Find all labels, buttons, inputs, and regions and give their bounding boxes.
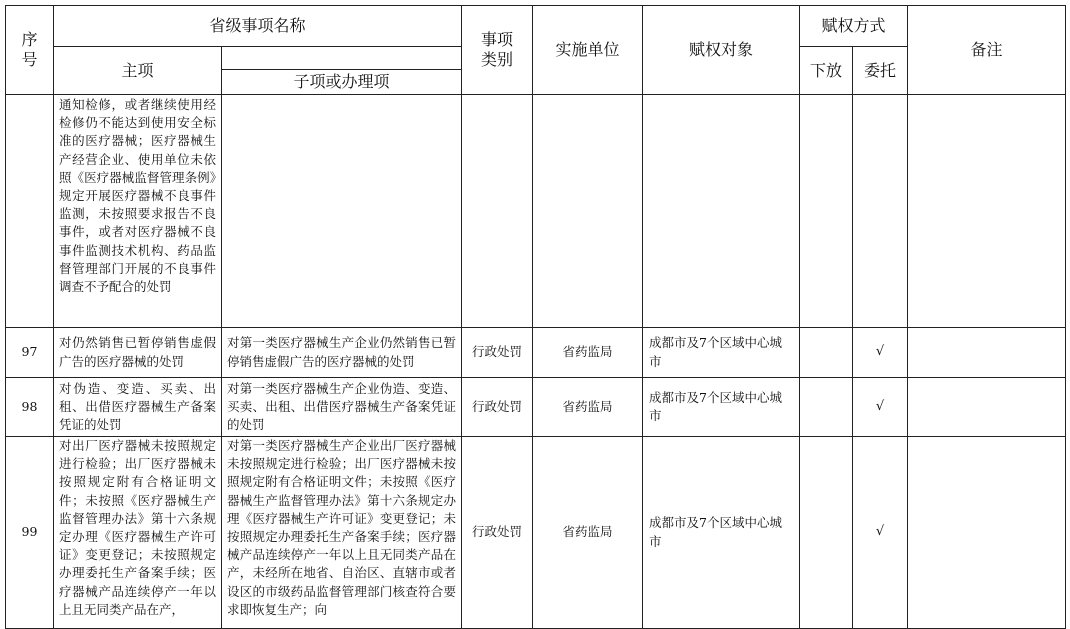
cont-main-cell [54, 95, 222, 328]
header-unit: 实施单位 [533, 6, 643, 95]
cont-devolve [800, 95, 853, 328]
row-unit: 省药监局 [533, 378, 643, 437]
row-sub: 对第一类医疗器械生产企业仍然销售已暂停销售虚假广告的医疗器械的处罚 [227, 335, 457, 369]
row-target: 成都市及7个区域中心城市 [649, 335, 782, 369]
cont-entrust [853, 95, 908, 328]
cont-category [462, 95, 533, 328]
cont-unit [533, 95, 643, 328]
row-remark [908, 378, 1066, 437]
row-seq: 97 [6, 328, 54, 378]
header-remark: 备注 [908, 6, 1066, 95]
row-category: 行政处罚 [462, 328, 533, 378]
header-target: 赋权对象 [643, 6, 800, 95]
table-row [6, 328, 1066, 378]
header-devolve: 下放 [800, 47, 853, 95]
header-seq: 序号 [6, 6, 54, 95]
row-target: 成都市及7个区域中心城市 [649, 389, 782, 423]
table-row-continuation [6, 95, 1066, 328]
row-devolve [800, 437, 853, 629]
row-target: 成都市及7个区域中心城市 [649, 515, 782, 549]
row-main: 对出厂医疗器械未按照规定进行检验；出厂医疗器械未按照规定附有合格证明文件；未按照《医疗器械生产监督管理办法》第十六条规定办理《医疗器械生产许可证》变更登记；未按照规定办理委托生产备案手续；医疗器械产品连续停产一年以上且无同类产品在产， [59, 438, 216, 617]
row-remark [908, 437, 1066, 629]
row-devolve [800, 378, 853, 437]
cont-seq [6, 95, 54, 328]
cont-remark [908, 95, 1066, 328]
row-category: 行政处罚 [462, 378, 533, 437]
row-devolve [800, 328, 853, 378]
row-sub: 对第一类医疗器械生产企业出厂医疗器械未按照规定进行检验；出厂医疗器械未按照规定附有合格证明文件；未按照《医疗器械生产监督管理办法》第十六条规定办理《医疗器械生产许可证》变更登记；未按照规定办理委托生产备案手续；医疗器械产品连续停产一年以上且无同类产品在产，未经所在地省、自治区、直辖市或者设区的市级药品监督管理部门核查符合要求即恢复生产；向 [227, 438, 457, 617]
row-entrust: √ [853, 328, 908, 378]
table-row [6, 437, 1066, 629]
row-seq: 98 [6, 378, 54, 437]
table-row [6, 378, 1066, 437]
header-method-group: 赋权方式 [800, 6, 908, 47]
header-name-group: 省级事项名称 [54, 6, 462, 47]
row-unit: 省药监局 [533, 328, 643, 378]
header-category: 事项类别 [462, 6, 533, 95]
row-main: 对伪造、变造、买卖、出租、出借医疗器械生产备案凭证的处罚 [59, 380, 216, 433]
cont-main-text: 通知检修，或者继续使用经检修仍不能达到使用安全标准的医疗器械；医疗器械生产经营企业、使用单位未依照《医疗器械监督管理条例》规定开展医疗器械不良事件监测，未按照要求报告不良事件，或者对医疗器械不良事件监测技术机构、药品监督管理部门开展的不良事件调查不予配合的处罚 [59, 97, 216, 295]
row-entrust: √ [853, 437, 908, 629]
row-sub: 对第一类医疗器械生产企业伪造、变造、买卖、出租、出借医疗器械生产备案凭证的处罚 [227, 380, 457, 433]
row-seq: 99 [6, 437, 54, 629]
row-remark [908, 328, 1066, 378]
row-main: 对仍然销售已暂停销售虚假广告的医疗器械的处罚 [59, 335, 216, 369]
row-entrust: √ [853, 378, 908, 437]
cont-target [643, 95, 800, 328]
header-sub-spacer [222, 47, 462, 70]
devolution-table [5, 5, 1066, 629]
cont-sub [222, 95, 462, 328]
header-main-item: 主项 [54, 47, 222, 95]
row-unit: 省药监局 [533, 437, 643, 629]
header-entrust: 委托 [853, 47, 908, 95]
row-category: 行政处罚 [462, 437, 533, 629]
header-sub-item: 子项或办理项 [222, 70, 462, 95]
